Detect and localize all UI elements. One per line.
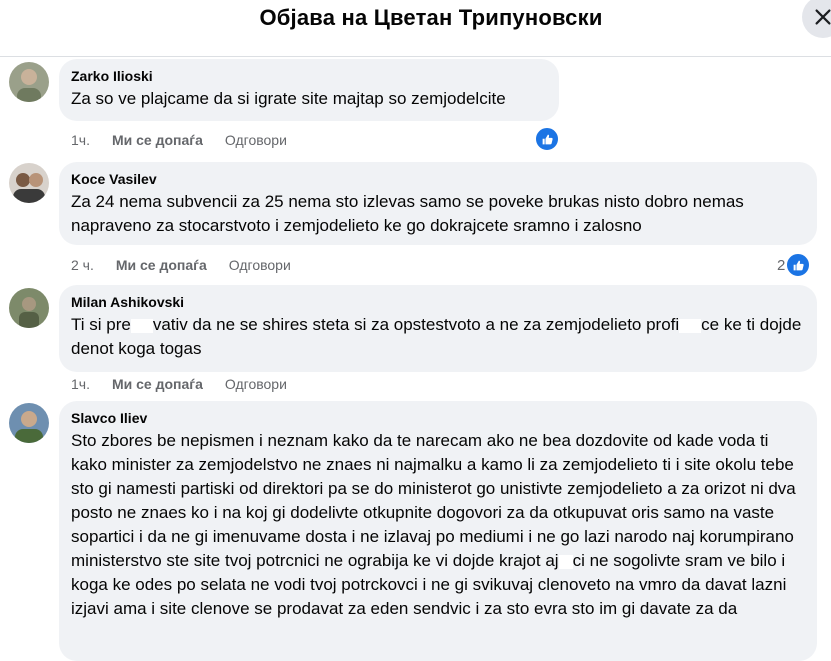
avatar[interactable] (9, 288, 49, 328)
comment-text: Za so ve plajcame da si igrate site majtap so zemjodelcite (71, 89, 506, 108)
comment-time[interactable]: 1ч. (71, 376, 90, 392)
comment-actions (71, 132, 309, 148)
dialog-header (0, 0, 831, 57)
avatar[interactable] (9, 163, 49, 203)
like-button[interactable]: Ми се допаѓа (111, 132, 203, 148)
comment-actions (71, 376, 309, 392)
comment-bubble (59, 59, 559, 121)
comment-time[interactable]: 2 ч. (71, 257, 94, 273)
comment-text-part: ce ke ti dojde denot koga togas (71, 315, 802, 358)
reply-button[interactable]: Одговори (224, 376, 287, 392)
page-title: Објава на Цветан Трипуновски (259, 5, 603, 30)
reaction-summary[interactable] (535, 127, 559, 151)
comment-time[interactable]: 1ч. (71, 132, 90, 148)
like-reaction-icon (786, 253, 810, 277)
comment-text-part: vativ da ne se shires steta si za opstestvoto a ne za zemjodelieto profi (152, 315, 680, 334)
comment-text: Za 24 nema subvencii za 25 nema sto izlevas samo se poveke brukas nisto dobro nemas napraveno za stocarstvoto i zemjodelieto ke go dokrajcete sramno i zalosno (71, 192, 744, 235)
comment-text (71, 313, 805, 361)
comment-bubble (59, 162, 817, 245)
close-icon (812, 6, 831, 28)
reply-button[interactable]: Одговори (224, 132, 287, 148)
like-button[interactable]: Ми се допаѓа (111, 376, 203, 392)
comment-text-part: Ti si pre (71, 315, 131, 334)
comment-text-part: Sto zbores be nepismen i neznam kako da te narecam ako ne bea dozdovite od kade voda ti kako minister za zemjodelstvo ne znaes ni najmalku a kamo li za zemjodelieto ti i site okolu tebe sto gi namesti partiski od direktori pa se do ministerot go unistivte zemjodelieto a za orizot ni dva posto ne znaes ko i na koj gi dodelivte otkupnite dogovori za da otkupuvat oris samo na vaste sopartici i da ne gi imenuvame dosta i ne izlavaj po mediumi i ne go lazi narodo naj korumpirano ministerstvo ste site tvoj potrcnici ne ograbija ke vi dojde krajot aj (71, 431, 796, 570)
reaction-count: 2 (777, 256, 786, 274)
reaction-summary[interactable] (777, 253, 810, 277)
redaction-mark (131, 319, 153, 333)
comment-actions (71, 257, 313, 273)
avatar[interactable] (9, 62, 49, 102)
comment-bubble (59, 285, 817, 372)
close-button[interactable] (802, 0, 831, 38)
comment-bubble (59, 401, 817, 661)
avatar[interactable] (9, 403, 49, 443)
like-button[interactable]: Ми се допаѓа (115, 257, 207, 273)
comment-author[interactable]: Milan Ashikovski (71, 294, 185, 310)
comment-text (71, 429, 805, 621)
reply-button[interactable]: Одговори (228, 257, 291, 273)
comment-text-part: ci ne sogolivte sram ve bilo i koga ke odes po selata ne vodi tvoj potrckovci i ne gi svikuvaj clenoveto na vmro da davat lazni izjavi ama i site clenove se prodavat za eden sendvic i za sto evra sto im gi davate za da (71, 551, 787, 618)
comment-author[interactable]: Zarko Ilioski (71, 68, 153, 84)
comment-author[interactable]: Slavco Iliev (71, 410, 148, 426)
redaction-mark (679, 319, 701, 333)
redaction-mark (559, 555, 573, 569)
like-reaction-icon (535, 127, 559, 151)
comment-author[interactable]: Koce Vasilev (71, 171, 157, 187)
